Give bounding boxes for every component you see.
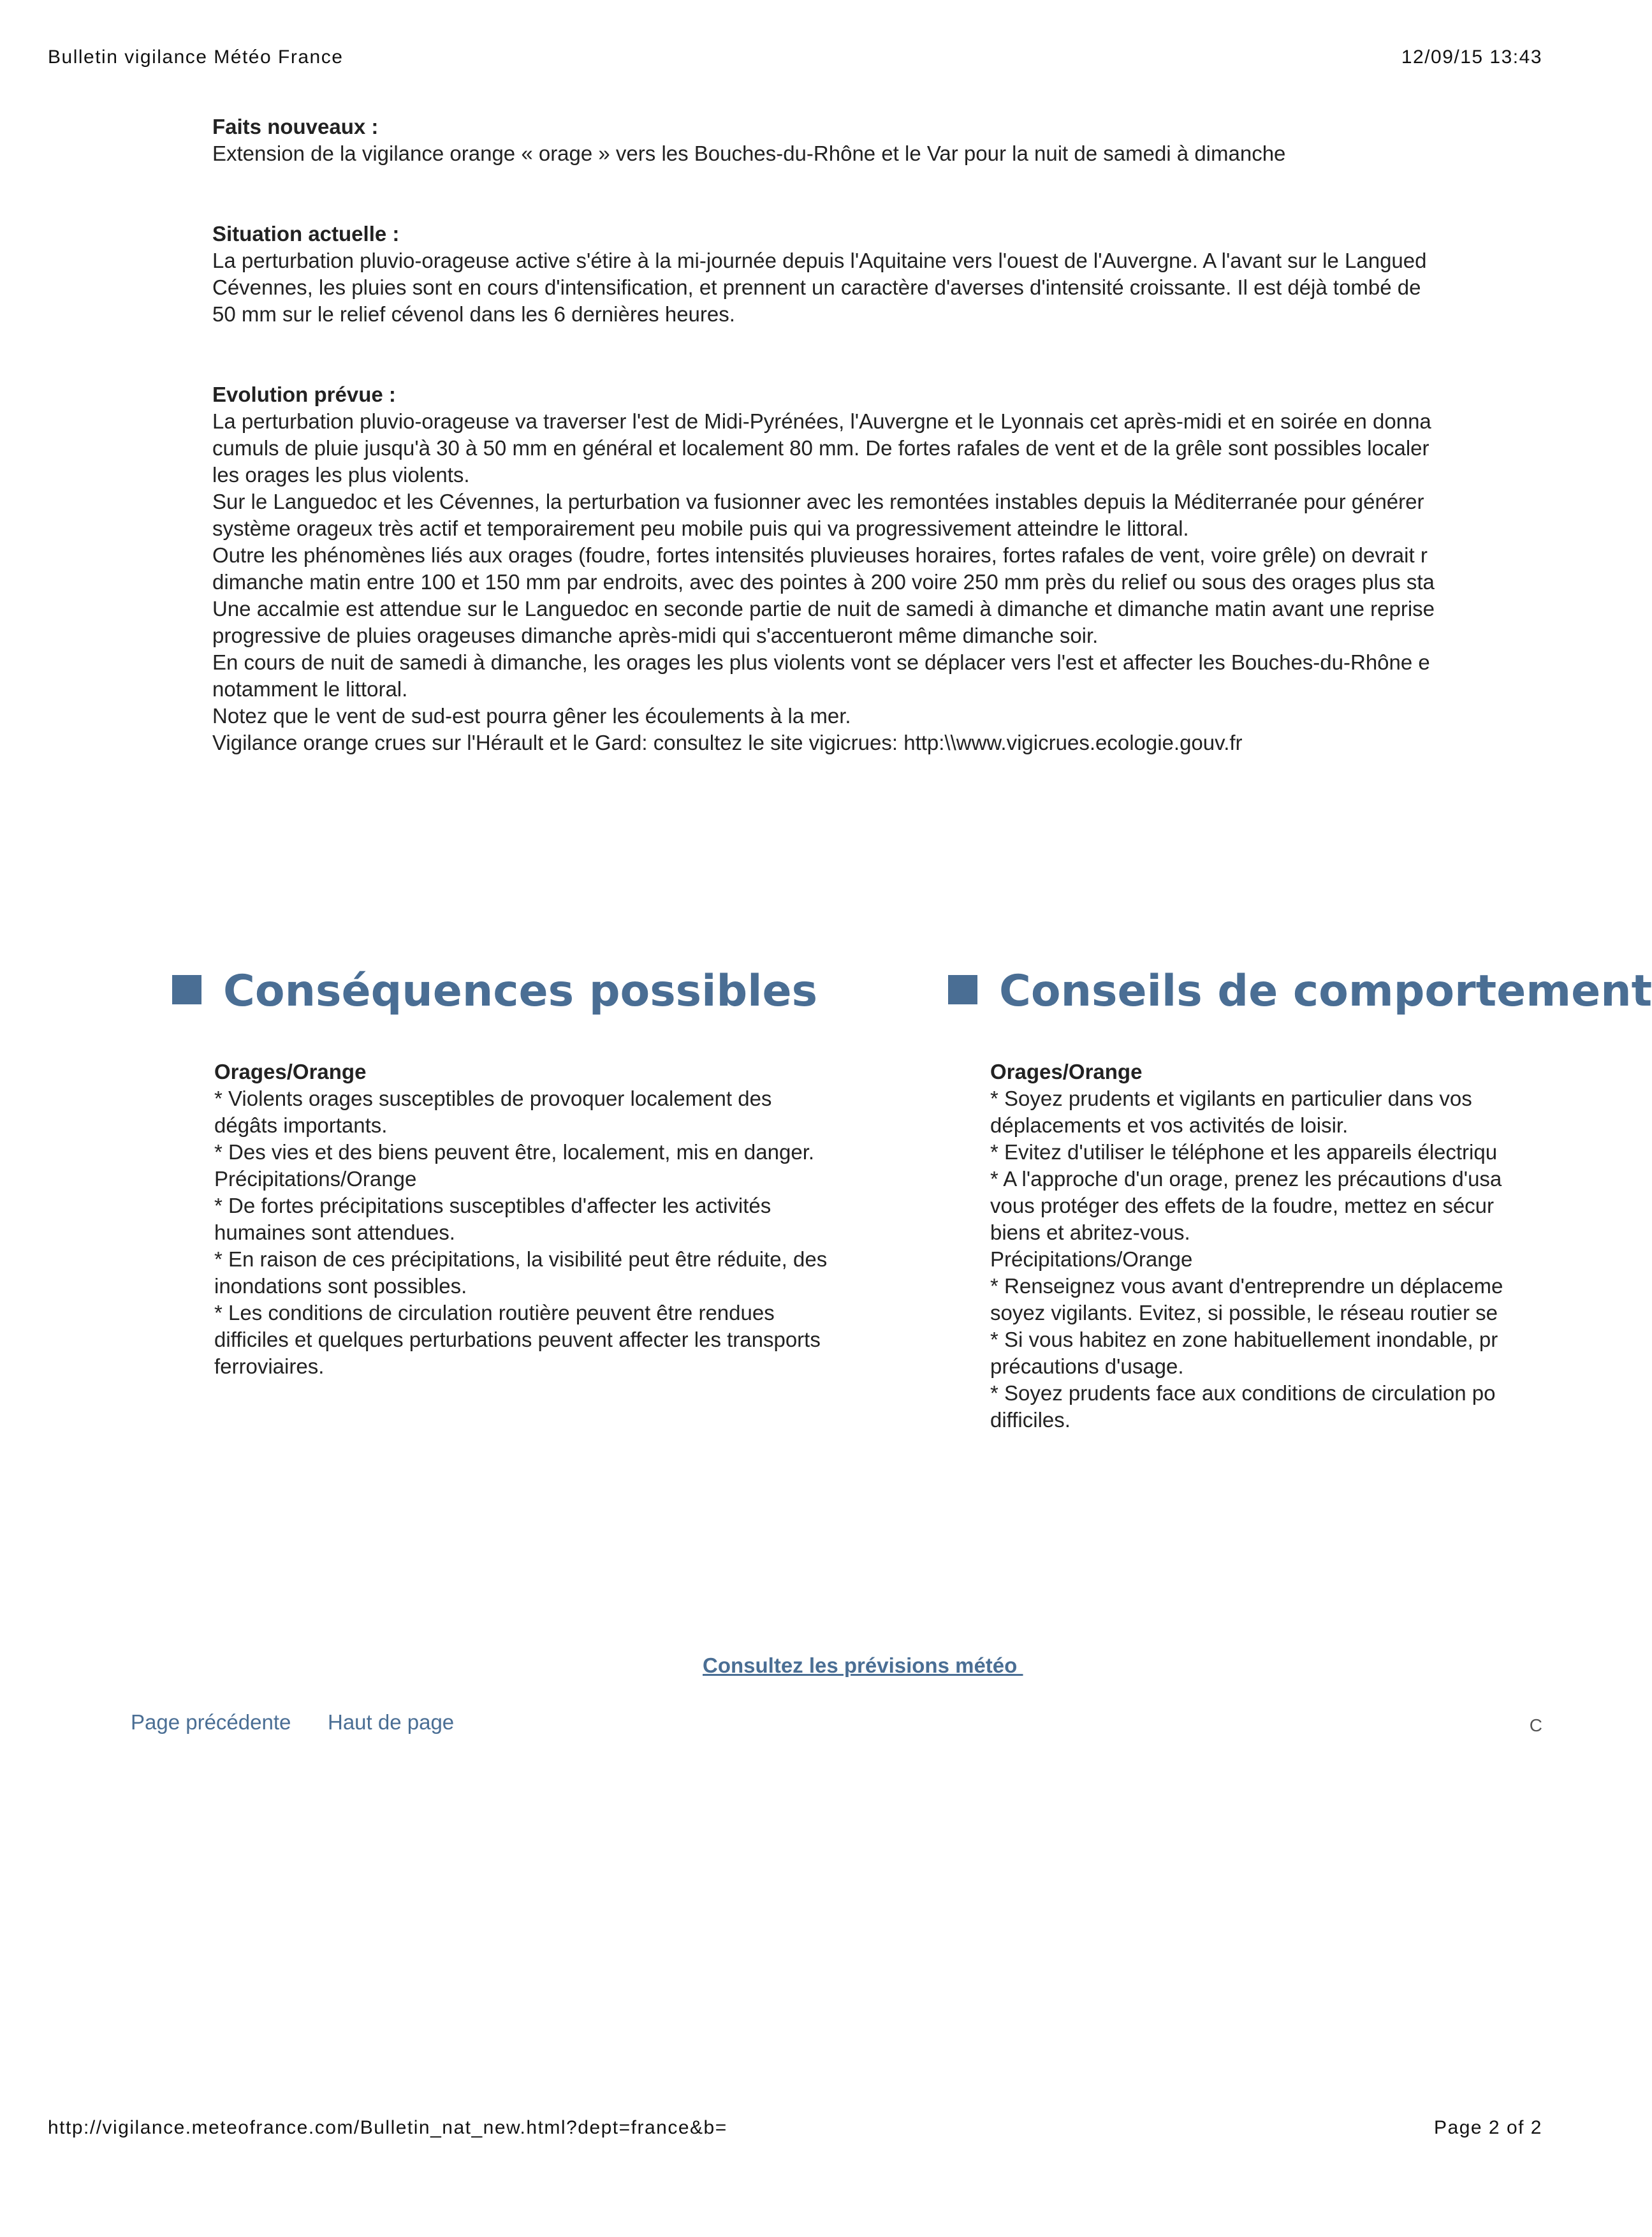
print-footer-url: http://vigilance.meteofrance.com/Bulletin_nat_new.html?dept=france&b=: [48, 2117, 727, 2138]
faits-nouveaux-title: Faits nouveaux :: [212, 115, 379, 138]
evolution-text: [212, 408, 1581, 756]
text-line: * Renseignez vous avant d'entreprendre un déplaceme: [990, 1274, 1503, 1298]
text-line: Sur le Languedoc et les Cévennes, la perturbation va fusionner avec les remontées instables depuis la Méditerranée pour générer: [212, 490, 1424, 513]
text-line: * En raison de ces précipitations, la visibilité peut être réduite, des: [214, 1247, 828, 1271]
text-line: notamment le littoral.: [212, 677, 408, 701]
consequences-subtitle: Orages/Orange: [214, 1060, 367, 1083]
text-line: * Si vous habitez en zone habituellement inondable, pr: [990, 1328, 1498, 1351]
text-line: * Des vies et des biens peuvent être, localement, mis en danger.: [214, 1140, 815, 1164]
previous-page-link[interactable]: Page précédente: [131, 1710, 291, 1734]
text-line: Extension de la vigilance orange « orage » vers les Bouches-du-Rhône et le Var pour la nuit de samedi à dimanche: [212, 142, 1286, 165]
square-bullet-icon: [948, 975, 977, 1004]
text-line: précautions d'usage.: [990, 1354, 1184, 1378]
conseils-content: [990, 1059, 1581, 1434]
text-line: Vigilance orange crues sur l'Hérault et le Gard: consultez le site vigicrues: http:\\www.vigicrues.ecologie.gouv.fr: [212, 731, 1243, 754]
situation-title: Situation actuelle :: [212, 222, 400, 246]
faits-nouveaux-section: [212, 114, 1581, 167]
text-line: difficiles et quelques perturbations peuvent affecter les transports: [214, 1328, 821, 1351]
text-line: La perturbation pluvio-orageuse active s'étire à la mi-journée depuis l'Aquitaine vers l'ouest de l'Auvergne. A l'avant sur le Langued: [212, 249, 1427, 272]
consequences-text: [214, 1085, 890, 1380]
evolution-section: [212, 381, 1581, 756]
text-line: * Soyez prudents face aux conditions de circulation po: [990, 1381, 1496, 1405]
truncated-link[interactable]: C: [1529, 1715, 1542, 1735]
text-line: ferroviaires.: [214, 1354, 325, 1378]
forecast-link[interactable]: Consultez les prévisions météo: [703, 1654, 1023, 1677]
text-line: déplacements et vos activités de loisir.: [990, 1113, 1349, 1137]
text-line: Outre les phénomènes liés aux orages (foudre, fortes intensités pluvieuses horaires, fortes rafales de vent, voire grêle) on devrait r: [212, 543, 1428, 567]
conseils-heading: [948, 966, 1652, 1016]
text-line: biens et abritez-vous.: [990, 1221, 1190, 1244]
situation-section: [212, 221, 1581, 328]
text-line: * Les conditions de circulation routière peuvent être rendues: [214, 1301, 775, 1324]
text-line: humaines sont attendues.: [214, 1221, 455, 1244]
situation-text: [212, 247, 1581, 328]
text-line: * Soyez prudents et vigilants en particulier dans vos: [990, 1087, 1472, 1110]
consequences-heading-text: Conséquences possibles: [223, 966, 818, 1016]
text-line: inondations sont possibles.: [214, 1274, 467, 1298]
evolution-title: Evolution prévue :: [212, 383, 396, 406]
text-line: * Violents orages susceptibles de provoquer localement des: [214, 1087, 772, 1110]
consequences-heading: [172, 966, 817, 1016]
text-line: dimanche matin entre 100 et 150 mm par endroits, avec des pointes à 200 voire 250 mm près du relief ou sous des orages plus sta: [212, 570, 1435, 594]
faits-nouveaux-text: [212, 140, 1581, 167]
conseils-heading-text: Conseils de comportement: [999, 966, 1652, 1016]
conseils-subtitle: Orages/Orange: [990, 1060, 1143, 1083]
text-line: système orageux très actif et temporairement peu mobile puis qui va progressivement atteindre le littoral.: [212, 517, 1189, 540]
text-line: Précipitations/Orange: [214, 1167, 417, 1191]
text-line: les orages les plus violents.: [212, 463, 470, 487]
conseils-text: [990, 1085, 1581, 1434]
print-header-datetime: 12/09/15 13:43: [1401, 47, 1542, 68]
print-footer-page: Page 2 of 2: [1434, 2117, 1542, 2138]
text-line: vous protéger des effets de la foudre, mettez en sécur: [990, 1194, 1495, 1217]
consequences-content: [214, 1059, 890, 1380]
print-header-title: Bulletin vigilance Météo France: [48, 47, 344, 68]
text-line: dégâts importants.: [214, 1113, 388, 1137]
top-of-page-link[interactable]: Haut de page: [328, 1710, 455, 1734]
text-line: * De fortes précipitations susceptibles d'affecter les activités: [214, 1194, 771, 1217]
text-line: * Evitez d'utiliser le téléphone et les appareils électriqu: [990, 1140, 1498, 1164]
text-line: 50 mm sur le relief cévenol dans les 6 dernières heures.: [212, 302, 735, 326]
text-line: difficiles.: [990, 1408, 1071, 1432]
text-line: progressive de pluies orageuses dimanche après-midi qui s'accentueront même dimanche soir.: [212, 624, 1099, 647]
text-line: cumuls de pluie jusqu'à 30 à 50 mm en général et localement 80 mm. De fortes rafales de vent et de la grêle sont possibles localer: [212, 436, 1429, 460]
text-line: soyez vigilants. Evitez, si possible, le réseau routier se: [990, 1301, 1498, 1324]
text-line: La perturbation pluvio-orageuse va traverser l'est de Midi-Pyrénées, l'Auvergne et le Lyonnais cet après-midi et en soirée en donna: [212, 409, 1431, 433]
text-line: Précipitations/Orange: [990, 1247, 1193, 1271]
text-line: Notez que le vent de sud-est pourra gêner les écoulements à la mer.: [212, 704, 851, 728]
text-line: * A l'approche d'un orage, prenez les précautions d'usa: [990, 1167, 1502, 1191]
square-bullet-icon: [172, 975, 201, 1004]
text-line: Une accalmie est attendue sur le Languedoc en seconde partie de nuit de samedi à dimanche et dimanche matin avant une reprise: [212, 597, 1435, 620]
text-line: En cours de nuit de samedi à dimanche, les orages les plus violents vont se déplacer vers l'est et affecter les Bouches-du-Rhône e: [212, 650, 1430, 674]
text-line: Cévennes, les pluies sont en cours d'intensification, et prennent un caractère d'averses d'intensité croissante. Il est déjà tombé de: [212, 275, 1421, 299]
